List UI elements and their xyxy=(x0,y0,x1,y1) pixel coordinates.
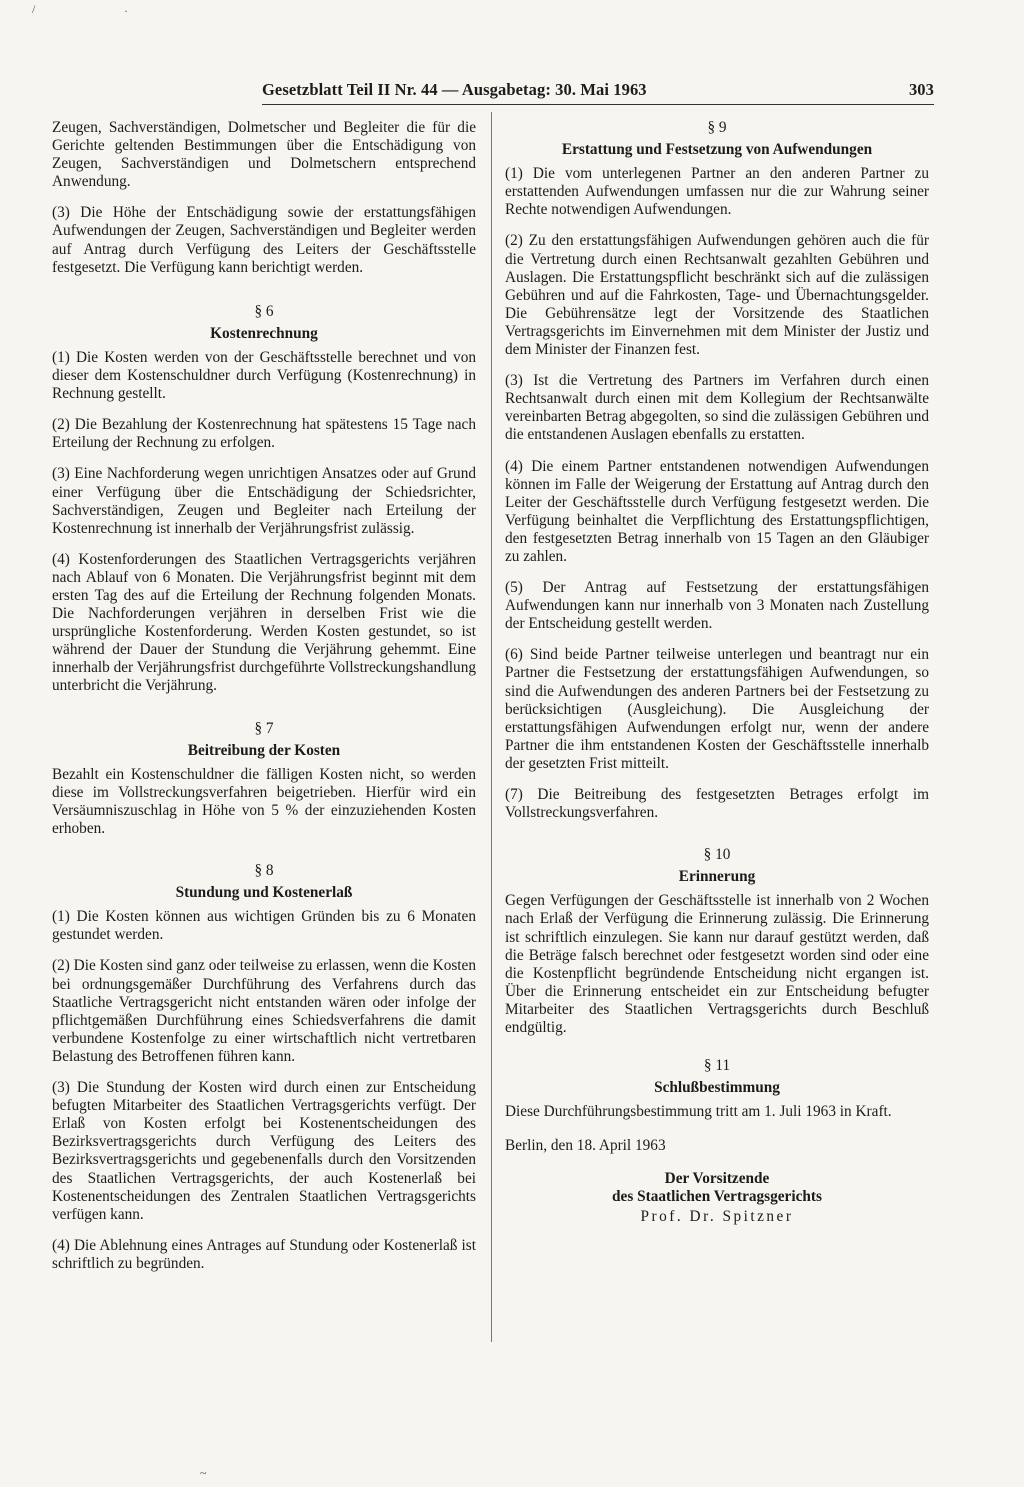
paragraph: (4) Kostenforderungen des Staatlichen Vertragsgerichts verjähren nach Ablauf von 6 Monaten. Die Verjährungsfrist beginnt mit dem ersten Tag des auf die Erteilung der Rechnung folgenden Monats. Die Nachforderungen verjähren in derselben Frist wie die ursprüngliche Kostenforderung. Werden Kosten gestundet, so ist während der Dauer der Stundung die Verjährung gehemmt. Eine innerhalb der Verjährungsfrist durchgeführte Vollstreckungshandlung unterbricht die Verjährung. xyxy=(52,550,476,695)
section-number: § 11 xyxy=(703,1057,731,1075)
paragraph: (1) Die vom unterlegenen Partner an den anderen Partner zu erstattenden Aufwendungen umfassen nur die zur Wahrung seiner Rechte notwendigen Aufwendungen. xyxy=(505,165,929,219)
section-number: § 6 xyxy=(254,302,274,320)
signer-name: Prof. Dr. Spitzner xyxy=(640,1207,794,1225)
section-number: § 10 xyxy=(703,846,731,864)
section-number: § 9 xyxy=(707,119,727,136)
signature-block xyxy=(505,1170,929,1226)
paragraph: (6) Sind beide Partner teilweise unterlegen und beantragt nur ein Partner die Festsetzung der erstattungsfähigen Aufwendungen, so sind die Aufwendungen des anderen Partners bei der Festsetzung zu berücksichtigen (Ausgleichung). Die Ausgleichung der erstattungsfähigen Aufwendungen erfolgt nur, wenn der andere Partner die ihm entstandenen Kosten der Geschäftsstelle innerhalb der gesetzten Frist mitteilt. xyxy=(505,646,929,772)
signature-title-line: des Staatlichen Vertragsgerichts xyxy=(612,1187,822,1205)
section-title: Kostenrechnung xyxy=(210,324,318,342)
paragraph: Diese Durchführungsbestimmung tritt am 1. Juli 1963 in Kraft. xyxy=(505,1103,892,1121)
header-rule xyxy=(262,104,934,105)
right-column xyxy=(505,119,929,1226)
paragraph: (3) Ist die Vertretung des Partners im Verfahren durch einen Rechtsanwalt durch einen mit dem Kollegium der Rechtsanwälte vereinbarten Betrag abgegolten, so sind die zulässigen Gebühren und die entstandenen Auslagen ebenfalls zu erstatten. xyxy=(505,372,929,444)
paragraph: (1) Die Kosten werden von der Geschäftsstelle berechnet und von dieser dem Kostenschuldner durch Verfügung (Kostenrechnung) in Rechnung gestellt. xyxy=(52,348,476,403)
paragraph: (2) Die Kosten sind ganz oder teilweise zu erlassen, wenn die Kosten bei ordnungsgemäßer Durchführung des Verfahrens durch das Staatliche Vertragsgericht nicht entstanden wären oder infolge der pflichtgemäßen Durchführung eines Schiedsverfahrens die damit verbundene Kostenfolge zu einer wirtschaftlich nicht vertretbaren Belastung des Betroffenen führen kann. xyxy=(52,957,476,1065)
paragraph: (1) Die Kosten können aus wichtigen Gründen bis zu 6 Monaten gestundet werden. xyxy=(52,908,476,944)
section-number: § 7 xyxy=(254,719,274,737)
section-title: Beitreibung der Kosten xyxy=(187,741,341,759)
paragraph: (5) Der Antrag auf Festsetzung der erstattungsfähigen Aufwendungen kann nur innerhalb von 3 Monaten nach Zustellung der Entscheidung gestellt werden. xyxy=(505,579,929,633)
paragraph: (4) Die einem Partner entstandenen notwendigen Aufwendungen können im Falle der Weigerung der Erstattung auf Antrag durch den Leiter der Geschäftsstelle durch Verfügung festgesetzt werden. Die Verfügung beinhaltet die Verpflichtung des Erstattungspflichtigen, den festgesetzten Betrag innerhalb von 15 Tagen an den Gläubiger zu zahlen. xyxy=(505,457,929,565)
paragraph: Zeugen, Sachverständigen, Dolmetscher und Begleiter die für die Gerichte geltenden Bestimmungen über die Entschädigung von Zeugen, Sachverständigen und Dolmetschern entsprechend Anwendung. xyxy=(52,119,476,191)
column-divider xyxy=(491,112,492,1342)
section-title: Erinnerung xyxy=(678,868,756,886)
scan-mark: ~ xyxy=(200,1466,207,1480)
section-number: § 8 xyxy=(254,862,274,880)
paragraph: (2) Die Bezahlung der Kostenrechnung hat spätestens 15 Tage nach Erteilung der Rechnung zu erfolgen. xyxy=(52,416,476,452)
paragraph: Bezahlt ein Kostenschuldner die fälligen Kosten nicht, so werden diese im Vollstreckungsverfahren beigetrieben. Hierfür wird ein Versäumniszuschlag in Höhe von 5 % der einzuziehenden Kosten erhoben. xyxy=(52,765,476,837)
section-title: Schlußbestimmung xyxy=(654,1079,780,1097)
page-number: 303 xyxy=(908,80,934,99)
signature-title-line: Der Vorsitzende xyxy=(664,1169,770,1187)
paragraph: (3) Eine Nachforderung wegen unrichtigen Ansatzes oder auf Grund einer Verfügung über die Entschädigung der Schiedsrichter, Sachverständigen, Zeugen und Begleiter nach Erteilung der Kostenrechnung ist innerhalb der Verjährungsfrist zulässig. xyxy=(52,465,476,537)
paragraph: (3) Die Stundung der Kosten wird durch einen zur Entscheidung befugten Mitarbeiter des Staatlichen Vertragsgerichts verfügt. Der Erlaß von Kosten erfolgt bei Kostenentscheidungen des Bezirksvertragsgerichts durch Verfügung des Leiters des Bezirksvertragsgerichts und gegebenenfalls durch den Vorsitzenden des Staatlichen Vertragsgerichts, der auch Kostenerlaß bei Kostenentscheidungen des Zentralen Staatlichen Vertragsgerichts verfügen kann. xyxy=(52,1079,476,1223)
paragraph: (7) Die Beitreibung des festgesetzten Betrages erfolgt im Vollstreckungsverfahren. xyxy=(505,786,929,822)
scan-mark: · xyxy=(124,4,128,18)
section-title: Stundung und Kostenerlaß xyxy=(175,884,353,902)
paragraph: Gegen Verfügungen der Geschäftsstelle ist innerhalb von 2 Wochen nach Erlaß der Verfügung die Erinnerung zulässig. Die Erinnerung ist schriftlich einzulegen. Sie kann nur darauf gestützt werden, daß die Beträge falsch berechnet oder festgesetzt worden sind oder eine die Kostenpflicht begründende Entscheidung nicht ergangen ist. Über die Erinnerung entscheidet ein zur Entscheidung befugter Mitarbeiter des Staatlichen Vertragsgerichts durch Beschluß endgültig. xyxy=(505,892,929,1037)
section-title: Erstattung und Festsetzung von Aufwendungen xyxy=(561,141,873,159)
paragraph: (4) Die Ablehnung eines Antrages auf Stundung oder Kostenerlaß ist schriftlich zu begründen. xyxy=(52,1236,476,1272)
date-line: Berlin, den 18. April 1963 xyxy=(505,1137,666,1155)
paragraph: (2) Zu den erstattungsfähigen Aufwendungen gehören auch die für die Vertretung durch einen Rechtsanwalt gezahlten Gebühren und Auslagen. Die Erstattungspflicht beschränkt sich auf die zulässigen Gebühren und auf die Fahrkosten, Tage- und Übernachtungsgelder. Die Gebührensätze legt der Vorsitzende des Staatlichen Vertragsgerichts im Einvernehmen mit dem Minister der Justiz und dem Minister der Finanzen fest. xyxy=(505,232,929,359)
scan-mark: / xyxy=(32,2,36,16)
paragraph: (3) Die Höhe der Entschädigung sowie der erstattungsfähigen Aufwendungen der Zeugen, Sachverständigen und Begleiter werden auf Antrag durch Verfügung des Leiters der Geschäftsstelle festgesetzt. Die Verfügung kann berichtigt werden. xyxy=(52,204,476,276)
left-column xyxy=(52,119,476,1286)
header-title: Gesetzblatt Teil II Nr. 44 — Ausgabetag: 30. Mai 1963 xyxy=(262,80,647,99)
